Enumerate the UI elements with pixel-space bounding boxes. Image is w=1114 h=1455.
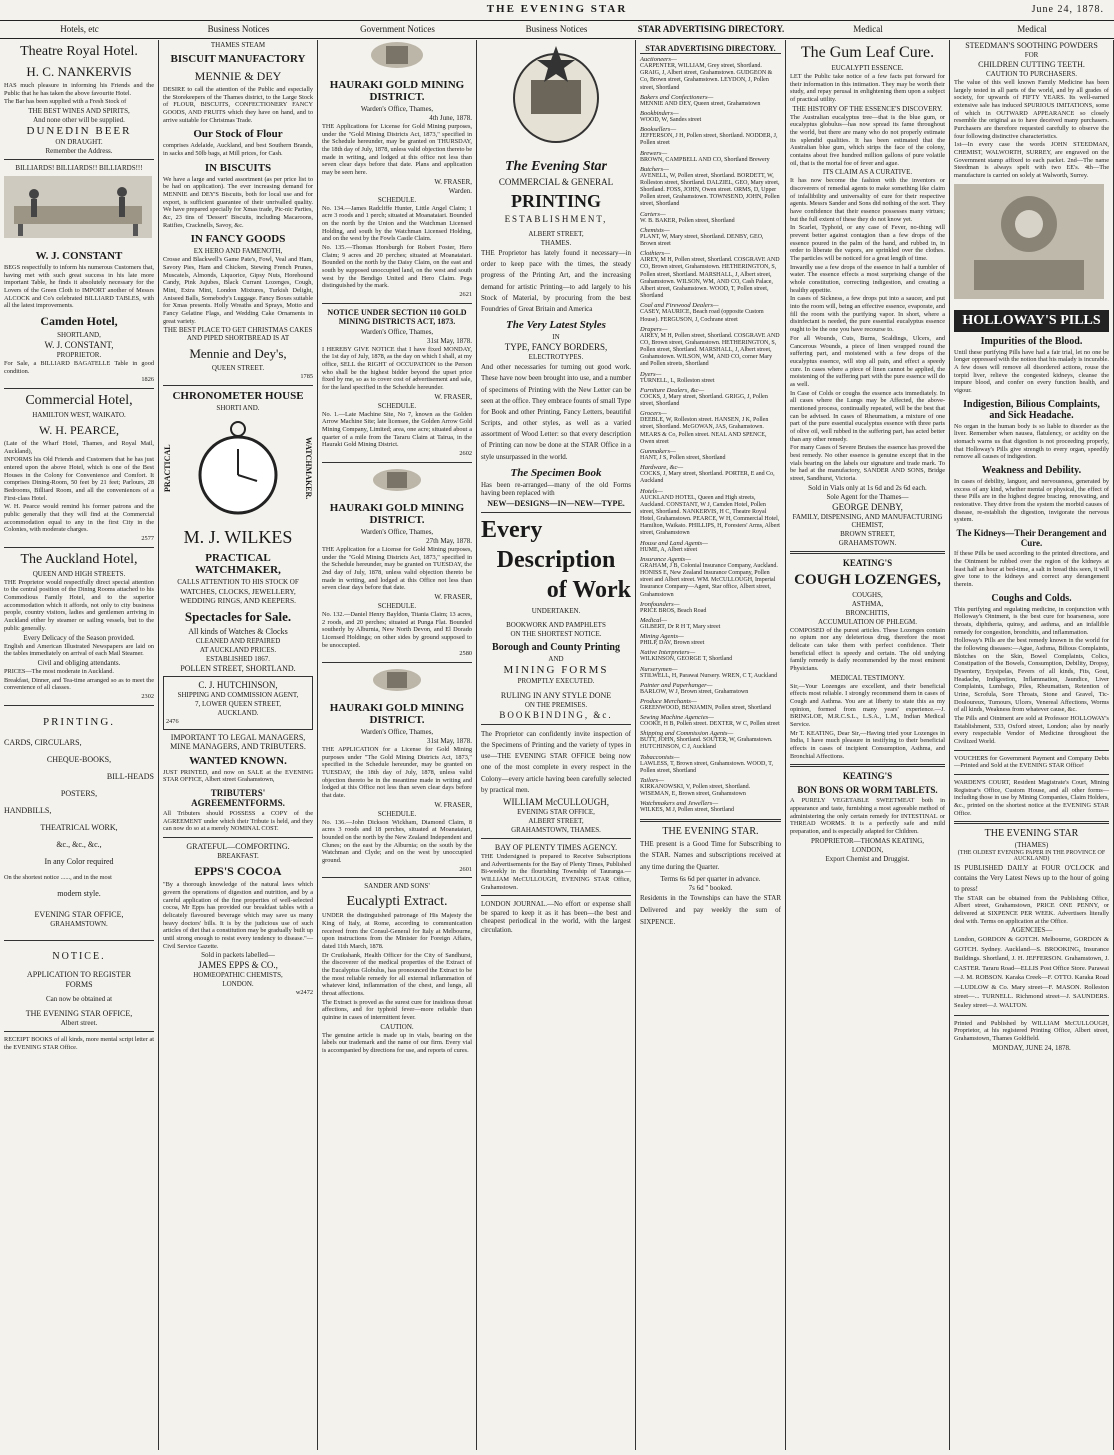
column-header: Business Notices (207, 24, 270, 34)
notice-number: 2621 (459, 291, 472, 299)
directory-entry: COCKS, J, Mary street, Shortland. GRIGG, J, Pollen street, Shortland (640, 393, 768, 407)
column-header: Hotels, etc (60, 24, 99, 34)
directory-title: STAR ADVERTISING DIRECTORY. (640, 44, 781, 54)
ad-title: STEEDMAN'S SOOTHING POWDERS (965, 41, 1098, 50)
directory-category: Tobacconists— (640, 753, 680, 761)
directory-category: Chemists— (640, 226, 670, 234)
ad-heading: PRACTICAL WATCHMAKER, (195, 552, 281, 577)
directory-entry: WOOD, W, Sandes street (640, 116, 702, 123)
ad-title: EPPS'S COCOA (194, 864, 282, 879)
directory-entry: AVENELL, W, Pollen street, Shortland. BORDETT, W, Rolleston street, Shortland. DALZIEL, GEO, Mary street, Shortland. FOSS, JOHN, Owen street. ORMS, D, Upper Pollen street, Grahamstown. TOWNSEND, JOHN, Pollen street, Shortland (640, 172, 780, 208)
notice-signature: W. FRASER, (434, 392, 472, 401)
ad-heading: THE HISTORY OF THE ESSENCE'S DISCOVERY. (792, 104, 943, 113)
notice-text: Warden's Office, Thames, (360, 727, 434, 736)
ad-text: VOUCHERS for Government Payment and Company Debts—Printed and Sold at the EVENING STAR Office! (954, 754, 1109, 770)
notice-date: 27th May, 1878. (426, 536, 472, 545)
directory-entry: PLANT, W, Mary street, Shortland. DENBY, GEO, Brown street (640, 233, 764, 247)
ad-heading: Description (496, 546, 616, 573)
directory-entry: HUME, A, Albert street (640, 546, 698, 553)
directory-category: Gunmakers— (640, 447, 676, 455)
directory-category: Mining Agents— (640, 633, 684, 641)
notice-title: HAURAKI GOLD MINING DISTRICT. (329, 79, 465, 103)
coat-of-arms-icon (322, 667, 472, 693)
directory-category: Tailors— (640, 777, 664, 784)
ad-text: Can now be obtained at (45, 995, 113, 1004)
ad-name: WILLIAM McCULLOUGH, (503, 797, 609, 807)
ad-text: W. J. CONSTANT, (44, 340, 114, 351)
ad-title: The Auckland Hotel, (20, 551, 138, 567)
ad-text: BROWN STREET, (840, 529, 895, 538)
ad-text: ALBERT STREET, (528, 230, 584, 238)
ad-heading: Impurities of the Blood. (980, 335, 1083, 347)
ad-text: JUST PRINTED, and now on SALE at the EVENING STAR OFFICE, Albert street Grahamstown, (163, 768, 313, 784)
directory-category: Bookbinders— (640, 109, 679, 117)
directory-category: Furniture Dealers, &c— (640, 386, 705, 394)
column-header: STAR ADVERTISING DIRECTORY. (637, 24, 785, 34)
ad-heading: DUNEDIN BEER (26, 125, 132, 138)
ad-number: 1785 (300, 373, 313, 381)
ad-text: ELECTROTYPES. (528, 353, 584, 362)
ad-text: COMMERCIAL & GENERAL (498, 177, 614, 187)
directory-entry: HANT, J S, Pollen street, Shortland (640, 454, 726, 461)
directory-entry: WILKINSON, GEORGE T, Shortland (640, 656, 733, 663)
ad-title: Theatre Royal Hotel. (20, 44, 138, 59)
directory-entry: CARPENTER, WILLIAM, Grey street, Shortland. GRAIG, J, Albert street, Grahamstown. GUDGEON & Co, Brown street, Grahamstown. LEYDON, J, Pollen street, Shortland (640, 63, 773, 91)
ad-text: Remember the Address. (45, 147, 113, 156)
notice-number: 2601 (459, 865, 472, 873)
ad-text: LONDON, (851, 845, 884, 854)
ad-text: FORMS (65, 980, 93, 990)
ad-text: The Proprietor can confidently invite inspection of the Specimens of Printing and the variety of types in use—THE EVENING STAR OFFICE being now one of the most complete in every respect in the Colony—every article having been carefully selected by practical men. (481, 729, 631, 794)
ad-name: MENNIE & DEY (194, 69, 282, 83)
directory-category: Sewing Machine Agencies— (640, 714, 714, 722)
ad-text: For Sale, a BILLIARD BAGATELLE Table in good condition. (4, 360, 154, 375)
ad-text: TYPE, FANCY BORDERS, (504, 342, 608, 353)
directory-entry: W. B. BAKER, Pollen street, Shortland (640, 217, 735, 224)
ad-text: BOOKWORK AND PAMPHLETS (506, 620, 606, 629)
notice-date: 31st May, 1878. (426, 736, 472, 745)
directory-category: Insurance Agents— (640, 555, 691, 563)
star-emblem-icon (481, 40, 631, 150)
directory-entry: KIRKANOWSKI, V, Pollen street, Shortland. WISEMAN, E, Brown street, Grahamstown (640, 784, 751, 798)
directory-category: Brewers— (640, 149, 668, 157)
ad-text: Export Chemist and Druggist. (825, 854, 910, 863)
issue-date: MONDAY, JUNE 24, 1878. (992, 1043, 1071, 1052)
ad-text: ESTABLISHED 1867. (206, 655, 270, 664)
ad-text: (THE OLDEST EVENING PAPER IN THE PROVINCE OF AUCKLAND) (957, 850, 1106, 863)
ad-text: HAMILTON WEST, WAIKATO. (32, 411, 126, 420)
ad-text: FOR (1024, 51, 1039, 59)
ad-text: THAMES STEAM (210, 41, 266, 49)
notice-number: 2602 (459, 450, 472, 458)
ad-text: BILL-HEADS (106, 771, 154, 781)
ad-text: AUCKLAND. (217, 709, 259, 718)
ad-name: Mennie and Dey's, (189, 346, 287, 362)
ad-text: ALBERT STREET, (528, 817, 584, 825)
directory-entry: AIREY, M H, Pollen street, Shortland. COSGRAVE AND CO, Brown street, Grahamstown. HETHERINGTON, S, Pollen street, Shortland. MARSHALL, J, Albert street, Grahamstown. WILSON, WM, AND CO, Cash Palace, Albert street, Grahamstown. WOOD, T, Pollen street, Shortland (640, 257, 780, 300)
directory-category: Booksellers— (640, 126, 677, 134)
directory-entry: GRAHAM, J B, Colonial Insurance Company, Auckland. HONISS E, New Zealand Insurance Company, Pollen street and Albert street. WM. McCULLOUGH, Imperial Insurance Company—Agent, Star office, Albert street, Grahamstown (640, 562, 778, 598)
ad-text: ON DRAUGHT. (55, 138, 103, 147)
ad-text: CALLS ATTENTION TO HIS STOCK OF (177, 578, 299, 587)
ad-title: BON BONS OR WORM TABLETS. (797, 785, 938, 796)
pocket-watch-icon (195, 417, 281, 517)
ad-text: ESTABLISHMENT, (504, 214, 608, 224)
ad-text: PROPRIETOR—THOMAS KEATING, (810, 836, 925, 845)
ad-text: BREAKFAST. (217, 852, 259, 861)
column-header: Medical (853, 24, 883, 34)
directory-entry: COCKS, J, Mary street, Shortland. PORTER, E and Co, Auckland (640, 471, 775, 485)
directory-entry: BARLOW, W J, Brown street, Grahamstown (640, 688, 749, 695)
directory-entry: LAWLESS, T, Brown street, Grahamstown. WOOD, T, Pollen street, Shortland (640, 760, 773, 774)
directory-category: Drapers— (640, 325, 668, 333)
ad-text: THE BEST PLACE TO GET CHRISTMAS CAKES AND PIPED SHORTBREAD IS AT (163, 326, 313, 343)
notice-text: Warden's Office, Thames, (360, 527, 434, 536)
ad-text: EVENING STAR OFFICE, (34, 910, 124, 920)
ad-text: NEW—DESIGNS—IN—NEW—TYPE. (487, 498, 625, 508)
ad-heading: Weakness and Debility. (981, 465, 1082, 477)
directory-category: Coal and Firewood Dealers— (640, 302, 719, 310)
ad-text: On the shortest notice ......, and in the most (4, 873, 112, 881)
directory-category: House and Land Agents— (640, 539, 708, 547)
column-directory (636, 40, 786, 1450)
ad-heading: Indigestion, Bilious Complaints, and Sick Headache. (963, 398, 1100, 421)
ad-name: W. J. CONSTANT (35, 250, 123, 263)
ad-name: H. C. NANKERVIS (26, 64, 132, 79)
ad-heading: AGENCIES— (1010, 926, 1053, 935)
ad-text: Has been re-arranged—many of the old Forms having been replaced with (481, 480, 631, 498)
ad-text: UNDERTAKEN. (531, 606, 581, 615)
ad-heading: Spectacles for Sale. (184, 609, 292, 625)
hutchinson-ad (163, 676, 313, 730)
ad-text: THEATRICAL WORK, (40, 822, 118, 832)
ad-text: London, GORDON & GOTCH. Melbourne, GORDON & GOTCH. Sydney. Auckland—S. BROOKING, Insurance Buildings. Shortland, J. H. JEFFERSON. Grahamstown, J. CASTER. Tararu Road—ELLIS Post Office Store. Parawai—J. M. ROBSON. Karaka Creek—F. OTTO. Karaka Road—LUDLOW & Co. Mary street—F. MASON. Rolleston street—... TURNELL. Richmond street—J. SAUNDERS. Sealey street—J. WALTON. (954, 936, 1109, 1010)
column-business-2: The Evening Star COMMERCIAL & GENERAL PRINTING ESTABLISHMENT, ALBERT STREET, THAMES. THE Proprietor has lately found it necessary—in order to keep pace with the times, the steady progress of the Printing Art, and the increasing demand for artistic Printing—to add largely to his Stock of Material, by procuring from the best Foundries of Great Britain and America The Very Latest Styles IN TYPE, FANCY BORDERS, ELECTROTYPES. And other necessaries for turning out good work. These have now been brought into use, and a number of specimens of Printing with the New Letter can be seen at the office. They embrace founts of small Type for Book and other Printing, Fancy Letters, beautiful Scripts, and other styles, as well as a varied assortment of Wood Letter: so that every description of Printing can now be done at the STAR Office in a style unsurpassed in the world. The Specimen Book Has been re-arranged—many of the old Forms having been replaced with NEW—DESIGNS—IN—NEW—TYPE. Every Description of Work UNDERTAKEN. BOOKWORK AND PAMPHLETS ON THE SHORTEST NOTICE. Borough and County Printing AND MINING FORMS PROMPTLY EXECUTED. RULING IN ANY STYLE DONE ON THE PREMISES. BOOKBINDING, &c. The Proprietor can confidently invite inspection of the Specimens of Printing and the variety of types in use—THE EVENING STAR OFFICE being now one of the most complete in every respect in the Colony—every article having been carefully selected by practical men. WILLIAM McCULLOUGH, EVENING STAR OFFICE, ALBERT STREET, GRAHAMSTOWN, THAMES. BAY OF PLENTY TIMES AGENCY. THE Undersigned is prepared to Receive Subscriptions and Advertisements for the Bay of Plenty Times, Published Bi-weekly in the flourishing Township of Tauranga.—WILLIAM McCULLOUGH, EVENING STAR Office, Grahamstown. LONDON JOURNAL.—No effort or expense shall be spared to keep it as it has been—the best and cheapest periodical in the world, with the largest circulation. (477, 40, 636, 1450)
ad-heading: Borough and County Printing (492, 641, 620, 653)
ad-text: THE EVENING STAR OFFICE, (25, 1009, 133, 1019)
ad-text: SHORTI AND. (216, 404, 260, 413)
ad-heading: IN FANCY GOODS (190, 233, 286, 246)
column-hotels: Theatre Royal Hotel. H. C. NANKERVIS HAS much pleasure in informing his Friends and the Public that he has taken the above favourite Hotel. The Bar has been supplied with a Fresh Stock of THE BEST WINES AND SPIRITS, And none other will be supplied. DUNEDIN BEER ON DRAUGHT. Remember the Address. BILLIARDS! BILLIARDS!! BILLIARDS!!! W. J. CONSTANT BEGS respectfully to inform his numerous Customers that, having met with such great success in his late more important Table, he finds it absolutely necessary for the Lovers of the Green Cloth to IMPORT another of Messrs ALCOCK and Co's celebrated BILLIARD TABLES, with all the latest improvements. Camden Hotel, SHORTLAND, W. J. CONSTANT, PROPRIETOR. For Sale, a BILLIARD BAGATELLE Table in good condition. 1826 Commercial Hotel, HAMILTON WEST, WAIKATO. W. H. PEARCE, (Late of the Wharf Hotel, Thames, and Royal Mail, Auckland), INFORMS his Old Friends and Customers that he has just entered upon the above Hotel, which is one of the Best Houses in the Colony for Convenience and Comfort. It comprises Dining-Room, 50 feet by 21 feet; Parlours, 28 Bedrooms, Billiard Room, and all the conveniences of a First-class Hotel. W. H. Pearce would remind his former patrons and the public generally that they will find at the Commercial accommodation equal to any in the first City in the Colonies, with moderate charges. 2577 The Auckland Hotel, QUEEN AND HIGH STREETS. THE Proprietor would respectfully direct special attention to the central position of the Dining Rooms attached to his Commodious Family Hotel, and to the superior accommodation which it affords, not only to city business people, country visitors, ladies and gentlemen arriving in Auckland either by steamer or sailing vessels, but to the public generally. Every Delicacy of the Season provided. English and American Illustrated Newspapers are laid on the tables immediately on arrival of each Mail Steamer. Civil and obliging attendants. PRICES—The most moderate in Auckland. Breakfast, Dinner, and Tea-time arranged so as to meet the convenience of all classes. 2302 PRINTING. CARDS, CIRCULARS, CHEQUE-BOOKS, BILL-HEADS POSTERS, HANDBILLS, THEATRICAL WORK, &c., &c., &c., In any Color required On the shortest notice ......, and in the most modern style. EVENING STAR OFFICE, GRAHAMSTOWN. NOTICE. APPLICATION TO REGISTER FORMS Can now be obtained at THE EVENING STAR OFFICE, Albert street. RECEIPT BOOKS of all kinds, more mental script letter at the EVENING STAR Office. (0, 40, 159, 1450)
ad-text: PRICES—The most moderate in Auckland. (4, 667, 115, 675)
directory-entry: WILKES, M J, Pollen street, Shortland (640, 807, 734, 814)
ad-text: KEATING'S (842, 771, 893, 782)
ad-heading: Every (481, 516, 543, 543)
ad-text: THAMES. (540, 239, 572, 247)
ad-heading: Our Stock of Flour (193, 128, 283, 141)
holloway-banner: HOLLOWAY'S PILLS (954, 310, 1109, 332)
ad-number: 2302 (141, 692, 154, 700)
directory-category: Ironfounders— (640, 600, 680, 608)
ad-heading: MINING FORMS (503, 663, 609, 676)
directory-entry: STILWELL, H, Parawai Nursery. WREN, C T, Auckland (640, 672, 778, 679)
schedule-heading: SCHEDULE. (377, 809, 417, 818)
ad-text: Residents in the Townships can have the STAR Delivered and pay weekly the sum of SIXPENCE. (640, 894, 781, 927)
ad-text: IS PUBLISHED DAILY at FOUR O'CLOCK and contains the Very Latest News up to the hour of going to press! (954, 864, 1109, 893)
ad-text: 7s 6d " booked. (688, 884, 733, 893)
ad-text: ON THE SHORTEST NOTICE. (510, 629, 602, 638)
ad-text: Civil and obliging attendants. (37, 658, 121, 667)
coat-of-arms-icon (322, 40, 472, 70)
notice-text: Warden's Office, Thames, (360, 327, 434, 336)
directory-entry: PHILP, DAV, Brown street (640, 640, 705, 647)
column-medical-2: STEEDMAN'S SOOTHING POWDERS FOR CHILDREN CUTTING TEETH. CAUTION TO PURCHASERS. The value of this well known Family Medicine has been largely tested in all parts of the world, and by all grades of society, for upwards of FIFTY YEARS. Its well-earned extensive sale has induced SPURIOUS IMITATIONS, some of which in OUTWARD APPEARANCE so closely resemble the original as to have deceived many purchasers. Purchasers are therefore requested carefully to observe the four following distinctive characteristics. 1st—In every case the words JOHN STEEDMAN, CHEMIST, WALWORTH, SURREY, are engraved on the Government stamp affixed to each packet. 2nd—The name Steedman is always spelt with two EE's. 4th—The manufacture is carried on solely at Walworth, Surrey. HOLLOWAY'S PILLS Impurities of the Blood. Until these purifying Pills have had a fair trial, let no one be longer oppressed with the notion that his malady is incurable. A few doses will remove all disordered actions, rouse the torpid liver, relieve the congested kidneys, cleanse the impure blood, and confer on every function health, and vigour. Indigestion, Bilious Complaints, and Sick Headache. No organ in the human body is so liable to disorder as the liver. Remember when nausea, flatulency, or acidity on the stomach warns us that digestion is not proceeding properly, that Holloway's Pills give strength to every organ, speedily remove all causes of indigestion. Weakness and Debility. In cases of debility, languor, and nervousness, generated by excess of any kind, whether mental or physical, the effect of these Pills are in the highest degree bracing, renovating, and restorative. They drive from the system the morbid causes of disease, re-establish the digestion, invigorate the nervous system. The Kidneys—Their Derangement and Cure. If these Pills be used according to the printed directions, and the Ointment be rubbed over the region of the kidneys at least half an hour at bed-time, a salt in bread this seen, it will give tone to the kidneys and correct any derangement therein. Coughs and Colds. This purifying and regulating medicine, in conjunction with Holloway's Ointment, is the best cure for hoarseness, sore throats, diphtheria, quinsy, and asthma, and an infallible remedy for congestion, bronchitis, and inflammation. Holloway's Pills are the best remedy known in the world for the following diseases:—Ague, Asthma, Bilious Complaints, Blotches on the Skin, Bowel Complaints, Colics, Constipation of the Bowels, Consumption, Debility, Dropsy, Dysentery, Erysipelas, Fevers of all kinds, Fits, Gout, Headache, Indigestion, Inflammation, Jaundice, Liver Complaints, Lumbago, Piles, Rheumatism, Retention of Urine, Scrofula, Sore Throats, Stone and Gravel, Tic-Douloureux, Tumours, Ulcers, Venereal Affections, Worms of all kinds, Weakness from whatever cause, &c. The Pills and Ointment are sold at Professor HOLLOWAY's Establishment, 533, Oxford street, London; also by nearly every respectable Vendor of Medicine throughout the Civilized World. VOUCHERS for Government Payment and Company Debts—Printed and Sold at the EVENING STAR Office! WARDEN'S COURT, Resident Magistrate's Court, Mining Registrar's Office, Custom House, and all other forms—including those in use by Mining Companies, Claim Holders, &c., printed on the shortest notice at the EVENING STAR Office. THE EVENING STAR (THAMES) (THE OLDEST EVENING PAPER IN THE PROVINCE OF AUCKLAND) IS PUBLISHED DAILY at FOUR O'CLOCK and contains the Very Latest News up to the hour of going to press! The STAR can be obtained from the Publishing Office, Albert street, Grahamstown, PRICE ONE PENNY, or delivered at SIXPENCE PER WEEK. Advertisers literally deal with. Terms on application at the Office. AGENCIES— London, GORDON & GOTCH. Melbourne, GORDON & GOTCH. Sydney. Auckland—S. BROOKING, Insurance Buildings. Shortland, J. H. JEFFERSON. Grahamstown, J. CASTER. Tararu Road—ELLIS Post Office Store. Parawai—J. M. ROBSON. Karaka Creek—F. OTTO. Karaka Road—LUDLOW & Co. Mary street—F. MASON. Rolleston street—... TURNELL. Richmond street—J. SAUNDERS. Sealey street—J. WALTON. Printed and Published by WILLIAM McCULLOUGH, Proprietor, at his registered Printing Office, Albert street, Grahamstown, Thames Goldfield. MONDAY, JUNE 24, 1878. (950, 40, 1114, 1450)
directory-entry: AUCKLAND HOTEL, Queen and High streets, Auckland. CONSTANT, W J, Camden Hotel, Pollen street, Shortland. NANKERVIS, H C, Theatre Royal Hotel, Grahamstown. PEARCE, W H, Commercial Hotel, Hamilton, Waikato. PHILLIPS, H, Foresters' Arms, Albert street, Grahamstown (640, 494, 780, 537)
column-government: HAURAKI GOLD MINING DISTRICT. Warden's Office, Thames, 4th June, 1878. THE Applications for License for Gold Mining purposes, under the "Gold Mining Districts Act, 1873," specified in the Schedule hereunder, may be granted on THURSDAY, the 18th day of July, 1878, unless valid objection thereto be made in writing, and lodged at this office not less than seven clear days before that date. Plans and application may be seen here. W. FRASER, Warden. SCHEDULE. No. 134.—James Radcliffe Hunter, Little Angel Claim; 1 acre 3 roods and 1 perch; situated at Moanataiari. Bounded on the north by the Union and the Watchman Licensed Holding, and south by the Watchman Licensed Holding, and on the west by the Fowls Castle Claim. No. 135.—Thomas Horsburgh for Robert Foster, Hero Claim; 9 acres and 20 perches; situated at Moanataiari. Bounded on the north by the Daisy Claim, on the east and south by supposed unoccupied land, on the west and south west by the Bendigo United and Hero Claim. Pegs distinguished by the mark. 2621 NOTICE UNDER SECTION 110 GOLD MINING DISTRICTS ACT, 1873. Warden's Office, Thames, 31st May, 1878. I HEREBY GIVE NOTICE that I have fixed MONDAY, the 1st day of July, 1878, as the day on which I shall, at my office, SELL the RIGHT of OCCUPATION to the Person who shall be the highest bidder beyond the upset price fixed by me, so as to cover cost of advertisement and sale, for the land specified in the Schedule hereunder. W. FRASER, SCHEDULE. No. 1.—Late Machine Site, No 7, known as the Golden Arrow Machine Site; late licensee, the Golden Arrow Gold Mining Company, Limited; area, one acre; situated about a quarter of a mile from the Tararu Claim at Tairua, in the Hauraki Gold Mining District. 2602 HAURAKI GOLD MINING DISTRICT. Warden's Office, Thames, 27th May, 1878. THE Application for a License for Gold Mining purposes, under the "Gold Mining Districts Act, 1873," specified in the Schedule hereunder, may be granted on TUESDAY, the 2nd day of July, 1878, unless valid objection thereto be made in writing, and lodged at this Office not less than seven clear days before that date. W. FRASER, SCHEDULE. No. 132.—Daniel Henry Bayldon, Titania Claim; 13 acres, 2 roods, and 20 perches; situated at Punga Flat. Bounded southerly by Alburnia, New North Devon, and El Dorado Licensed Holdings; on other sides by ground supposed to be unoccupied. 2580 HAURAKI GOLD MINING DISTRICT. Warden's Office, Thames, 31st May, 1878. THE APPLICATION for a License for Gold Mining purposes under "The Gold Mining Districts Act, 1873," specified in the Schedule hereunder, may be granted on TUESDAY, the 18th day of July, 1878, unless valid objection thereto be in the meantime made in writing and lodged at this Office not less than seven clear days before that date. W. FRASER, SCHEDULE. No. 136.—John Dickson Wickham, Diamond Claim, 8 acres 3 roods and 18 perches, situated at Moanataiari, bounded on the north by the New Zealand Independent and Clunes; on the east by the Alburnia; on the south by the Watchman and Clyde; and on the west by unoccupied ground. 2601 SANDER AND SONS' Eucalypti Extract. UNDER the distinguished patronage of His Majesty the King of Italy, at Rome, according to communication received from the Consul-General for Italy at Melbourne, upon instructions from the Minister for Foreign Affairs, dated 11th March, 1878. Dr Cruikshank, Health Officer for the City of Sandhurst, the discoverer of the medical properties of the Extract of the Eucalyptus Globulus, has pronounced the Extract to be the most reliable remedy for all external inflammation of whatever kind, inflammation of the chest, and lungs, all throat affections. The Extract is proved as the surest cure for insidious throat affections, and for typhoid fever—more reliable than quinine in cases of intermittent fever. CAUTION. The genuine article is made up in vials, bearing on the labels our trademark and the name of our firm. Every vial is accompanied by directions for use, and reports of cures. (318, 40, 477, 1450)
directory-entry: MENNIE AND DEY, Queen street, Grahamstown (640, 100, 761, 107)
ad-text: (THAMES) (1014, 841, 1049, 850)
ad-heading: TRIBUTERS' AGREEMENTFORMS. (191, 788, 285, 809)
notice-date: 31st May, 1878. (426, 336, 472, 345)
ad-text: ON THE PREMISES. (524, 700, 588, 709)
ad-number: 2476 (166, 718, 179, 726)
schedule-heading: SCHEDULE. (377, 401, 417, 410)
ad-text: POSTERS, (60, 788, 98, 798)
ad-text: SHORTLAND, (57, 331, 101, 340)
ad-title: COUGH LOZENGES, (794, 571, 941, 588)
ad-heading: ITS CLAIM AS A CURATIVE. (822, 168, 913, 177)
ad-text: GRAHAMSTOWN, THAMES. (511, 826, 601, 834)
column-headers (0, 22, 1114, 39)
ad-heading: CAUTION TO PURCHASERS. (986, 70, 1077, 78)
column-header: Government Notices (360, 24, 435, 34)
ad-text: GRAHAMSTOWN. (838, 538, 897, 547)
directory-category: Dyers— (640, 370, 662, 378)
ad-name: M. J. WILKES (183, 527, 293, 548)
ad-heading: The Kidneys—Their Derangement and Cure. (956, 528, 1107, 549)
billiards-illustration (4, 176, 152, 238)
ad-name: W. H. PEARCE, (39, 423, 119, 438)
ad-text: ACCUMULATION OF PHLEGM. (818, 617, 917, 626)
ad-text: PRACTICAL (163, 444, 172, 492)
ad-text: Every Delicacy of the Season provided. (23, 633, 135, 642)
ad-text: HAS much pleasure in informing his Friends and the Public that he has taken the above favourite Hotel. (4, 82, 154, 97)
directory-entry: BROWN, CAMPBELL AND CO, Shortland Brewery (640, 156, 770, 163)
notice-text: Warden's Office, Thames, (360, 105, 434, 113)
ad-title: Camden Hotel, (40, 314, 118, 329)
ad-heading: IN BISCUITS (204, 161, 272, 174)
ad-title: The Evening Star (505, 159, 607, 174)
issue-date: June 24, 1878. (1031, 4, 1104, 15)
notice-signature: W. FRASER, (434, 177, 472, 186)
ad-title: Commercial Hotel, (25, 393, 133, 409)
ad-heading: PRINTING (510, 191, 601, 211)
ad-title: CHRONOMETER HOUSE (172, 390, 304, 403)
ad-text: The Bar has been supplied with a Fresh Stock of (4, 98, 127, 106)
directory-category: Bakers and Confectioners— (640, 93, 714, 101)
ad-heading: The Very Latest Styles (506, 319, 606, 332)
directory-category: Watchmakers and Jewellers— (640, 800, 719, 808)
ad-text: WATCHMAKER. (304, 436, 313, 500)
ad-text: POLLEN STREET, SHORTLAND. (180, 664, 296, 674)
ad-text: HANDBILLS, (4, 805, 52, 815)
ad-heading: BOOKBINDING, &c. (499, 709, 613, 720)
ad-number: 2577 (141, 535, 154, 543)
ad-text: CHILDREN CUTTING TEETH. (978, 60, 1085, 69)
column-medical-1: The Gum Leaf Cure. EUCALYPTI ESSENCE. LET the Public take notice of a few facts put forward for their information in this intimation. They may be worth their study, and repay perusal in enlightening them upon a subject of practical utility. THE HISTORY OF THE ESSENCE'S DISCOVERY. The Australian eucalyptus tree—that is the blue gum, or eucalyptus globulus—has now spread its fame throughout the world, but there are many who do not properly estimate its splendid qualities. It has been estimated that the Australian blue gum, which strips the face of the colony, contains about five hundred million gallons of pure volatile oil, that is the mortal foe of fever and ague. ITS CLAIM AS A CURATIVE. It has now become the fashion with the inventors or discoverers of remedial agents to make something like claim of infallibility and universality of cure for their respective agents. Messrs Sander and Sons did nothing of the sort. They have confidence that their essence possesses many virtues; but the full extent of these they do not know yet. In Scarlet, Typhoid, or any case of Fever, no-thing will prevent better against contagion than a few drops of the essence poured in the palm of the hand, and rubbed in, in order to liberate the vapors, are sprinkled over the clothes. The particles will be noticed for a great length of time. Inwardly use a few drops of the essence in half a tumbler of water. The essence effects a most surprising change of the whole constitution, correcting indigestion, and creating a healthy appetite. In cases of Sickness, a few drops put into a saucer, and put into the room will, being an effective essence, evaporate, and fill the room with the purifying vapor. In short, where a disinfectant is needed, the pure essential eucalyptus essence ought to be the one you have recourse to. For all Wounds, Cuts, Burns, Scaldings, Ulcers, and Cancerous Wounds, a piece of linen wrapped round the suffering part, and moistened with a few drops of the eucalyptus essence, will stop all pain, and effect a speedy cure. In cases where a piece of linen cannot be applied, the moistening of the suffering part with the pure essence will do as well. In Case of Colds or coughs the essence acts immediately. In all cases where the Lungs may be Affected, the above-mentioned process, continually repeated, will be the best that can be advised. In cases of Rheumatism, a mixture of one part of the pure essential eucalyptus essence with three parts of olive oil, well rubbed in the suffering part, has acted better than any other remedy. For many Cases of Severe Bruises the essence has proved the best remedy. No other essence is genuine except that in the vials bearing on the labels our signature and trade mark. To be had at the manufactory, SANDER AND SONS, Bridge street, Sandhurst, Victoria. Sold in Vials only at 1s 6d and 2s 6d each. Sole Agent for the Thames— GEORGE DENBY, FAMILY, DISPENSING, AND MANUFACTURING CHEMIST, BROWN STREET, GRAHAMSTOWN. KEATING'S COUGH LOZENGES, COUGHS, ASTHMA, BRONCHITIS, ACCUMULATION OF PHLEGM. COMPOSED of the purest articles. These Lozenges contain no opium nor any deleterious drug, therefore the most delicate can take them with perfect confidence. Their beneficial effect is speedy and certain. The old undying family remedy is daily recommended by the most eminent Physicians. MEDICAL TESTIMONY. Sir,—Your Lozenges are excellent, and their beneficial effects most reliable. I strongly recommend them in cases of Cough and Asthma. You are at liberty to state this as my opinion, formed from many years' experience.—J. BRINGLOE, M.R.C.S.L., L.S.A., L.M., Indian Medical Service. Mr T. KEATING, Dear Sir,—Having tried your Lozenges in India, I have much pleasure in testifying to their beneficial effects in cases of incipient Consumption, Asthma, and Bronchial Affections. KEATING'S BON BONS OR WORM TABLETS. A PURELY VEGETABLE SWEETMEAT both in appearance and taste, furnishing a most agreeable method of administering the only certain remedy for INTESTINAL or THREAD WORMS. It is a perfectly safe and mild preparation, and is especially adapted for Children. PROPRIETOR—THOMAS KEATING, LONDON, Export Chemist and Druggist. (786, 40, 950, 1450)
ad-text: AND (548, 654, 564, 663)
ad-text: BRONCHITIS, (845, 608, 890, 617)
advertising-directory (640, 44, 781, 815)
notice-title: HAURAKI GOLD MINING DISTRICT. (329, 701, 465, 726)
directory-entry: DEEBLE, W, Rolleston street. HANSEN, J K, Pollen street, Shortland. McGOWAN, JAS, Grahamstown. MEARS & Co, Pollen street. NEAL AND SPENCE, Owen street (640, 417, 769, 445)
ad-text: APPLICATION TO REGISTER (26, 970, 132, 980)
ad-text: Printed and Published by WILLIAM McCULLOUGH, Proprietor, at his registered Printing Office, Albert street, Grahamstown, Thames Goldfield. (954, 1019, 1109, 1043)
schedule-heading: SCHEDULE. (377, 601, 417, 610)
notice-title: HAURAKI GOLD MINING DISTRICT. (329, 501, 465, 526)
ad-text: CLEANED AND REPAIRED (195, 637, 281, 646)
ad-title: THE EVENING STAR. (662, 825, 759, 837)
ad-heading: PRINTING. (42, 715, 116, 728)
ad-text: PROPRIETOR. (56, 351, 102, 360)
ad-text: EX HERO AND FAMENOTH, (193, 247, 283, 256)
notice-signature: W. FRASER, (434, 800, 472, 809)
directory-entry: CASEY, MAURICE, Beach road (opposite Custom House). FERGUSON, J, Cochrane street (640, 309, 764, 323)
ad-text: RULING IN ANY STYLE DONE (500, 690, 612, 700)
directory-entry: JEFFERSON, J H, Pollen street, Shortland. NODDER, J, Pollen street (640, 133, 778, 147)
ad-text: Sold in packets labelled— (201, 951, 275, 960)
ad-text: THE BEST WINES AND SPIRITS, (28, 107, 130, 116)
ad-text: HOMŒOPATHIC CHEMISTS, (193, 971, 283, 980)
ad-heading: The Specimen Book (510, 466, 602, 479)
ad-number: 1826 (141, 376, 154, 384)
directory-category: Produce Merchants— (640, 697, 697, 705)
ad-heading: CAUTION. (380, 1022, 414, 1031)
directory-category: Auctioneers— (640, 56, 677, 63)
column-business-1: THAMES STEAM BISCUIT MANUFACTORY MENNIE & DEY DESIRE to call the attention of the Public and especially the Storekeepers of the Thames district, to the Large Stock of FLOUR, BISCUITS, CONFECTIONERY FANCY GOODS, AND FRUITS which they have on hand, and to arrive suitable for Christmas Trade. Our Stock of Flour comprises Adelaide, Auckland, and best Southern Brands, in sacks and 50lb bags, at Mill prices, for Cash. IN BISCUITS We have a large and varied assortment (as per price list to be had on application). The ever increasing demand for MENNIE and DEY'S Biscuits, both for local use and for export, is sufficient guarantee of their unrivalled quality. We have prepared specially for Xmas trade, Pic-nic Parties, &c, 23 tins of 'Dessert' Biscuits, including Macaroons, Ratifies, Cracknells, Savoy, &c. IN FANCY GOODS EX HERO AND FAMENOTH, Crosse and Blackwell's Game Pate's, Fowl, Veal and Ham, Savory Pies, Ham and Chicken, Stewing French Prunes, Muscatels, Almonds, Liquorice, Gipsy Nuts, Horehound Candy, Pink Jujubes, Black Currant Lozenges, Cough, Mint, Extra Mint, London Mixtures, Turkish Delight, Aniseed Balls, Somebody's Luggage. Fancy Boxes suitable for Xmas presents. Holly Wreaths and Sprays, Motto and Fancy Gelatine Flags, and Wedding Cake Ornaments in great variety. THE BEST PLACE TO GET CHRISTMAS CAKES AND PIPED SHORTBREAD IS AT Mennie and Dey's, QUEEN STREET. 1785 CHRONOMETER HOUSE SHORTI AND. PRACTICAL WATCHMAKER. M. J. WILKES PRACTICAL WATCHMAKER, CALLS ATTENTION TO HIS STOCK OF WATCHES, CLOCKS, JEWELLERY, WEDDING RINGS, AND KEEPERS. Spectacles for Sale. All kinds of Watches & Clocks CLEANED AND REPAIRED AT AUCKLAND PRICES. ESTABLISHED 1867. POLLEN STREET, SHORTLAND. C. J. HUTCHINSON, SHIPPING AND COMMISSION AGENT, 7, LOWER QUEEN STREET, AUCKLAND. 2476 IMPORTANT TO LEGAL MANAGERS, MINE MANAGERS, AND TRIBUTERS. WANTED KNOWN. JUST PRINTED, and now on SALE at the EVENING STAR OFFICE, Albert street Grahamstown, TRIBUTERS' AGREEMENTFORMS. All Tributers should POSSESS a COPY of the AGREEMENT under which their Tribute is held, and they can now do so at a merely NOMINAL COST. GRATEFUL—COMFORTING. BREAKFAST. EPPS'S COCOA "By a thorough knowledge of the natural laws which govern the operations of digestion and nutrition, and by a careful application of the fine properties of well-selected cocoa, Mr Epps has provided our breakfast tables with a delicately flavoured beverage which may save us many heavy doctors' bills. It is by the judicious use of such articles of diet that a constitution may be gradually built up until strong enough to resist every tendency to disease."—Civil Service Gazette. Sold in packets labelled— JAMES EPPS & CO., HOMŒOPATHIC CHEMISTS, LONDON. w2472 (159, 40, 318, 1450)
ad-heading: NOTICE. (52, 951, 106, 963)
ad-text: In any Color required (44, 856, 114, 866)
column-header: Business Notices (525, 24, 588, 34)
directory-entry: AIREY, M H, Pollen street, Shortland. COSGRAVE AND CO, Brown street, Grahamstown. HETHERINGTON, S, Pollen street, Shortland. MARSHALL, J, Albert street, Grahamstown. WILSON, WM, AND CO, corner Mary and Pollen streets, Shortland (640, 332, 780, 368)
directory-category: Clothiers— (640, 250, 670, 258)
ad-text: IN (552, 333, 560, 342)
directory-category: Nurserymen— (640, 665, 678, 673)
masthead (0, 0, 1114, 21)
ad-text: 7, LOWER QUEEN STREET, (195, 700, 281, 709)
notice-date: 4th June, 1878. (429, 114, 472, 122)
directory-entry: GILBERT, Dr R H T, Mary street (640, 623, 721, 630)
holloway-illustration (954, 184, 1104, 299)
ad-name: JAMES EPPS & CO., (198, 960, 278, 971)
directory-category: Painter and Paperhanger— (640, 681, 713, 689)
column-header: Medical (1017, 24, 1047, 34)
ad-title: Eucalypti Extract. (346, 894, 448, 910)
ad-text: And none other will be supplied. (33, 116, 125, 125)
directory-entry: BUTT, JOHN, Shortland. SOUTER, W, Grahamstown. HUTCHINSON, C J, Auckland (640, 737, 773, 751)
ad-text: THE present is a Good Time for Subscribing to the STAR. Names and subscriptions received at any time during the Quarter. (640, 839, 781, 872)
ad-text: All kinds of Watches & Clocks (188, 627, 288, 637)
ad-text: QUEEN AND HIGH STREETS. (32, 569, 126, 578)
directory-category: Medical— (640, 616, 668, 624)
ad-text: modern style. (57, 889, 101, 899)
ad-heading: IMPORTANT TO LEGAL MANAGERS, MINE MANAGERS, AND TRIBUTERS. (170, 732, 306, 751)
ad-text: Albert street. (60, 1019, 98, 1028)
ad-text: &c., &c., &c., (56, 839, 102, 849)
ad-text: WARDEN'S COURT, Resident Magistrate's Court, Mining Registrar's Office, Custom House, and all other forms—including those in use by Mining Companies, Claim Holders, &c., printed on the shortest notice at the EVENING STAR Office. (954, 778, 1109, 817)
directory-category: Hotels— (640, 487, 663, 495)
ad-text: LONDON JOURNAL.—No effort or expense shall be spared to keep it as it has been—the best and cheapest periodical in the world, with the largest circulation. (481, 900, 631, 934)
ad-text: COUGHS, (852, 590, 883, 599)
ad-text: RECEIPT BOOKS of all kinds, more mental script letter at the EVENING STAR Office. (4, 1036, 154, 1051)
ad-heading: of Work (546, 576, 631, 603)
ad-title: The Gum Leaf Cure. (800, 44, 935, 61)
ad-text: SANDER AND SONS' (364, 882, 430, 891)
directory-entry: GREENWOOD, BENJAMIN, Pollen street, Shortland (640, 704, 772, 711)
directory-category: Butchers— (640, 165, 669, 173)
ad-text: KEATING'S (842, 557, 893, 568)
ad-text: CARDS, CIRCULARS, (4, 737, 82, 747)
watch-illustration (163, 413, 313, 523)
ad-number: w2472 (295, 989, 313, 997)
newspaper-title: THE EVENING STAR (486, 3, 628, 15)
directory-category: Native Interpreters— (640, 649, 696, 657)
ad-text: WATCHES, CLOCKS, JEWELLERY, WEDDING RINGS, AND KEEPERS. (179, 587, 297, 606)
ad-heading: WANTED KNOWN. (189, 754, 287, 767)
ad-name: C. J. HUTCHINSON, (198, 680, 278, 691)
coat-of-arms-icon (322, 467, 472, 493)
ad-text: Terms 6s 6d per quarter in advance. (660, 875, 761, 884)
directory-entry: COOKE, H B, Pollen street. DEXTER, W C, Pollen street (640, 721, 780, 728)
ad-text: PROMPTLY EXECUTED. (517, 676, 595, 685)
directory-category: Shipping and Commission Agents— (640, 730, 734, 738)
notice-number: 2580 (459, 650, 472, 658)
ad-text: EUCALYPTI ESSENCE. (831, 64, 904, 72)
ad-heading: BAY OF PLENTY TIMES AGENCY. (494, 843, 618, 852)
ad-text: Sole Agent for the Thames— (826, 492, 909, 501)
directory-category: Grocers— (640, 410, 667, 418)
ad-title: BISCUIT MANUFACTORY (170, 53, 306, 65)
ad-text: ASTHMA, (851, 599, 884, 608)
directory-category: Hardware, &c— (640, 464, 684, 472)
ad-text: LONDON. (222, 980, 254, 989)
notice-title: NOTICE UNDER SECTION 110 GOLD MINING DISTRICTS ACT, 1873. (327, 307, 467, 326)
ad-text: FAMILY, DISPENSING, AND MANUFACTURING CHEMIST, (792, 512, 943, 529)
directory-entry: TURNELL, L, Rolleston street (640, 377, 715, 384)
schedule-heading: SCHEDULE. (377, 195, 417, 204)
ad-heading: MEDICAL TESTIMONY. (830, 673, 905, 682)
ad-text: QUEEN STREET. (211, 364, 265, 373)
ad-heading: Coughs and Colds. (991, 592, 1072, 604)
ad-text: EVENING STAR OFFICE, (517, 808, 595, 816)
ad-name: GEORGE DENBY, (832, 501, 903, 512)
notice-signature: W. FRASER, (434, 592, 472, 601)
ad-text: GRAHAMSTOWN. (50, 920, 108, 929)
ad-text: SHIPPING AND COMMISSION AGENT, (177, 691, 299, 700)
directory-category: Carters— (640, 210, 666, 218)
ad-text: CHEQUE-BOOKS, (46, 754, 112, 764)
ad-title: THE EVENING STAR (984, 828, 1079, 840)
ad-text: Sold in Vials only at 1s 6d and 2s 6d each. (808, 483, 927, 492)
ad-text: (Late of the Wharf Hotel, Thames, and Royal Mail, Auckland), (4, 440, 154, 455)
ad-text: AT AUCKLAND PRICES. (199, 646, 277, 655)
directory-entry: PRICE BROS, Beach Road (640, 607, 707, 614)
ad-heading: GRATEFUL—COMFORTING. (186, 842, 290, 852)
notice-text: Warden. (448, 186, 472, 195)
ad-heading: BILLIARDS! BILLIARDS!! BILLIARDS!!! (15, 164, 143, 173)
